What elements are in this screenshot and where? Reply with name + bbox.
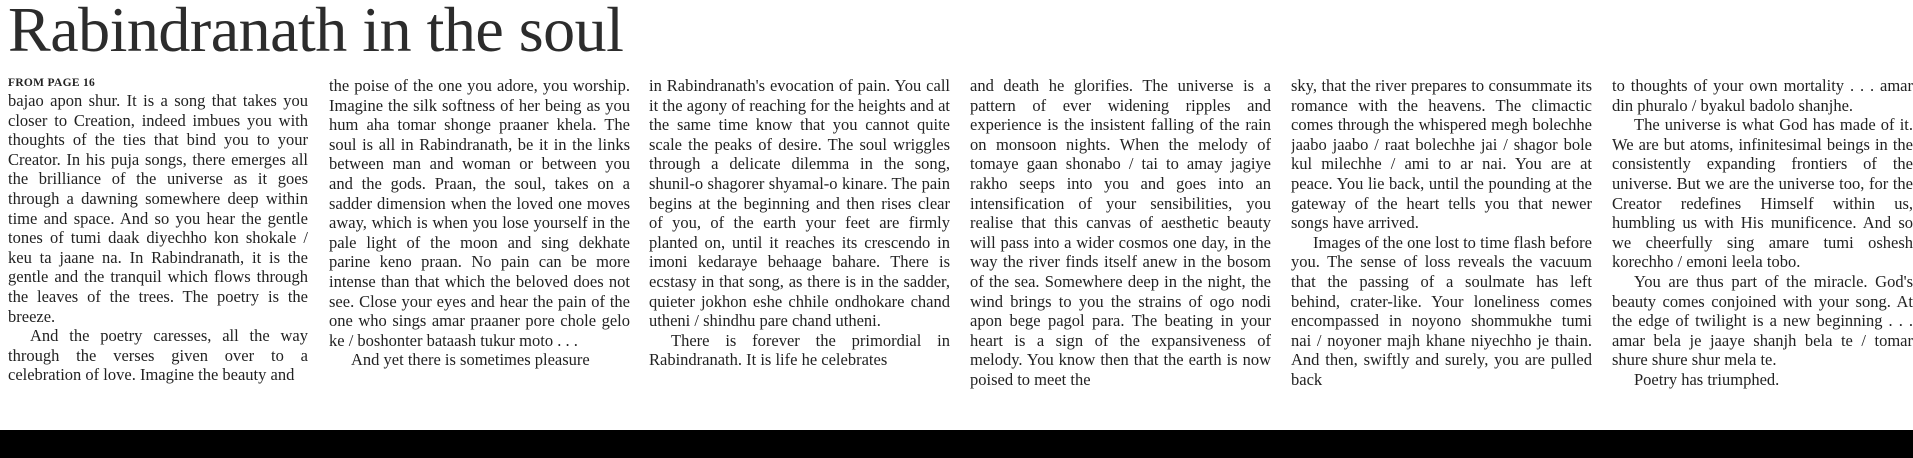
article-column-5 xyxy=(1291,76,1592,430)
article-column-3 xyxy=(649,76,950,430)
paragraph: Images of the one lost to time flash before you. The sense of loss reveals the vacuum that the passing of a soulmate has left behind, crater-like. Your loneliness comes encompassed in noyono shommukhe tumi nai / noyoner majh khane niyechho je thain. And then, swiftly and surely, you are pulled back xyxy=(1291,232,1592,389)
continued-from-label: FROM PAGE 16 xyxy=(8,77,96,89)
paragraph: in Rabindranath's evocation of pain. You call it the agony of reaching for the heights and at the same time know that you cannot quite scale the peaks of desire. The soul wriggles through a delicate dilemma in the song, shunil-o shagorer shyamal-o kinare. The pain begins at the beginning and then rises clear of you, of the earth your feet are firmly planted on, until it reaches its crescendo in imoni kedaraye behaage bahare. There is ecstasy in that song, as there is in the sadder, quieter jokhon eshe chhile ondhokare chand utheni / shindhu pare chand utheni. xyxy=(649,76,950,331)
paragraph: and death he glorifies. The universe is a pattern of ever widening ripples and experience is the insistent falling of the rain on monsoon nights. When the melody of tomaye gaan shonabo / tai to amay jagiye rakho seeps into you and goes into an intensification of your sensibilities, you realise that this canvas of aesthetic beauty will pass into a wider cosmos one day, in the way the river finds itself anew in the bosom of the sea. Somewhere deep in the night, the wind brings to you the strains of ogo nodi apon bege pagol para. The beating in your heart is a sign of the expansiveness of melody. You know then that the earth is now poised to meet the xyxy=(970,76,1271,389)
paragraph: You are thus part of the miracle. God's beauty comes conjoined with your song. At the edge of twilight is a new beginning . . . amar bela je jaaye shanjh bela te / tomar shure shure shur mela te. xyxy=(1612,271,1913,370)
paragraph: bajao apon shur. It is a song that takes you closer to Creation, indeed imbues you with thoughts of the ties that bind you to your Creator. In his puja songs, there emerges all the brilliance of the universe as it goes through a dawning somewhere deep within time and space. And so you hear the gentle tones of tumi daak diyechho kon shokale / keu ta jaane na. In Rabindranath, it is the gentle and the tranquil which flows through the leaves of the trees. The poetry is the breeze. xyxy=(8,91,308,326)
paragraph: Poetry has triumphed. xyxy=(1634,369,1780,389)
article-column-6 xyxy=(1612,76,1913,430)
paragraph: The universe is what God has made of it. We are but atoms, infinitesimal beings in the consistently expanding frontiers of the universe. But we are the universe too, for the Creator redefines Himself within us, humbling us with His munificence. And so we cheerfully sing amare tumi oshesh korechho / emoni leela tobo. xyxy=(1612,115,1913,272)
article-column-1 xyxy=(8,76,308,430)
headline: Rabindranath in the soul xyxy=(8,0,624,65)
paragraph: sky, that the river prepares to consummate its romance with the heavens. The climactic comes through the whispered megh bolechhe jaabo jaabo / raat bolechhe jai / shagor bole kul milechhe / ami to ar nai. You are at peace. You lie back, until the pounding at the gateway of the heart tells you that newer songs have arrived. xyxy=(1291,76,1592,233)
paragraph: And yet there is sometimes pleasure xyxy=(351,350,590,370)
article-column-4 xyxy=(970,76,1271,430)
paragraph: And the poetry caresses, all the way through the verses given over to a celebration of love. Imagine the beauty and xyxy=(8,326,308,385)
paragraph: the poise of the one you adore, you worship. Imagine the silk softness of her being as you hum aha tomar shonge praaner khela. The soul is all in Rabindranath, be it in the links between man and woman or between you and the gods. Praan, the soul, takes on a sadder dimension when the loved one moves away, which is when you lose yourself in the pale light of the moon and sing dekhate parine keno praan. No pain can be more intense than that which the beloved does not see. Close your eyes and hear the pain of the one who sings amar praaner pore chole gelo ke / boshonter bataash tukur moto . . . xyxy=(329,76,630,350)
paragraph: to thoughts of your own mortality . . . amar din phuralo / byakul badolo shanjhe. xyxy=(1612,76,1913,115)
article-column-2 xyxy=(329,76,630,430)
paragraph: There is forever the primordial in Rabindranath. It is life he celebrates xyxy=(649,330,950,370)
